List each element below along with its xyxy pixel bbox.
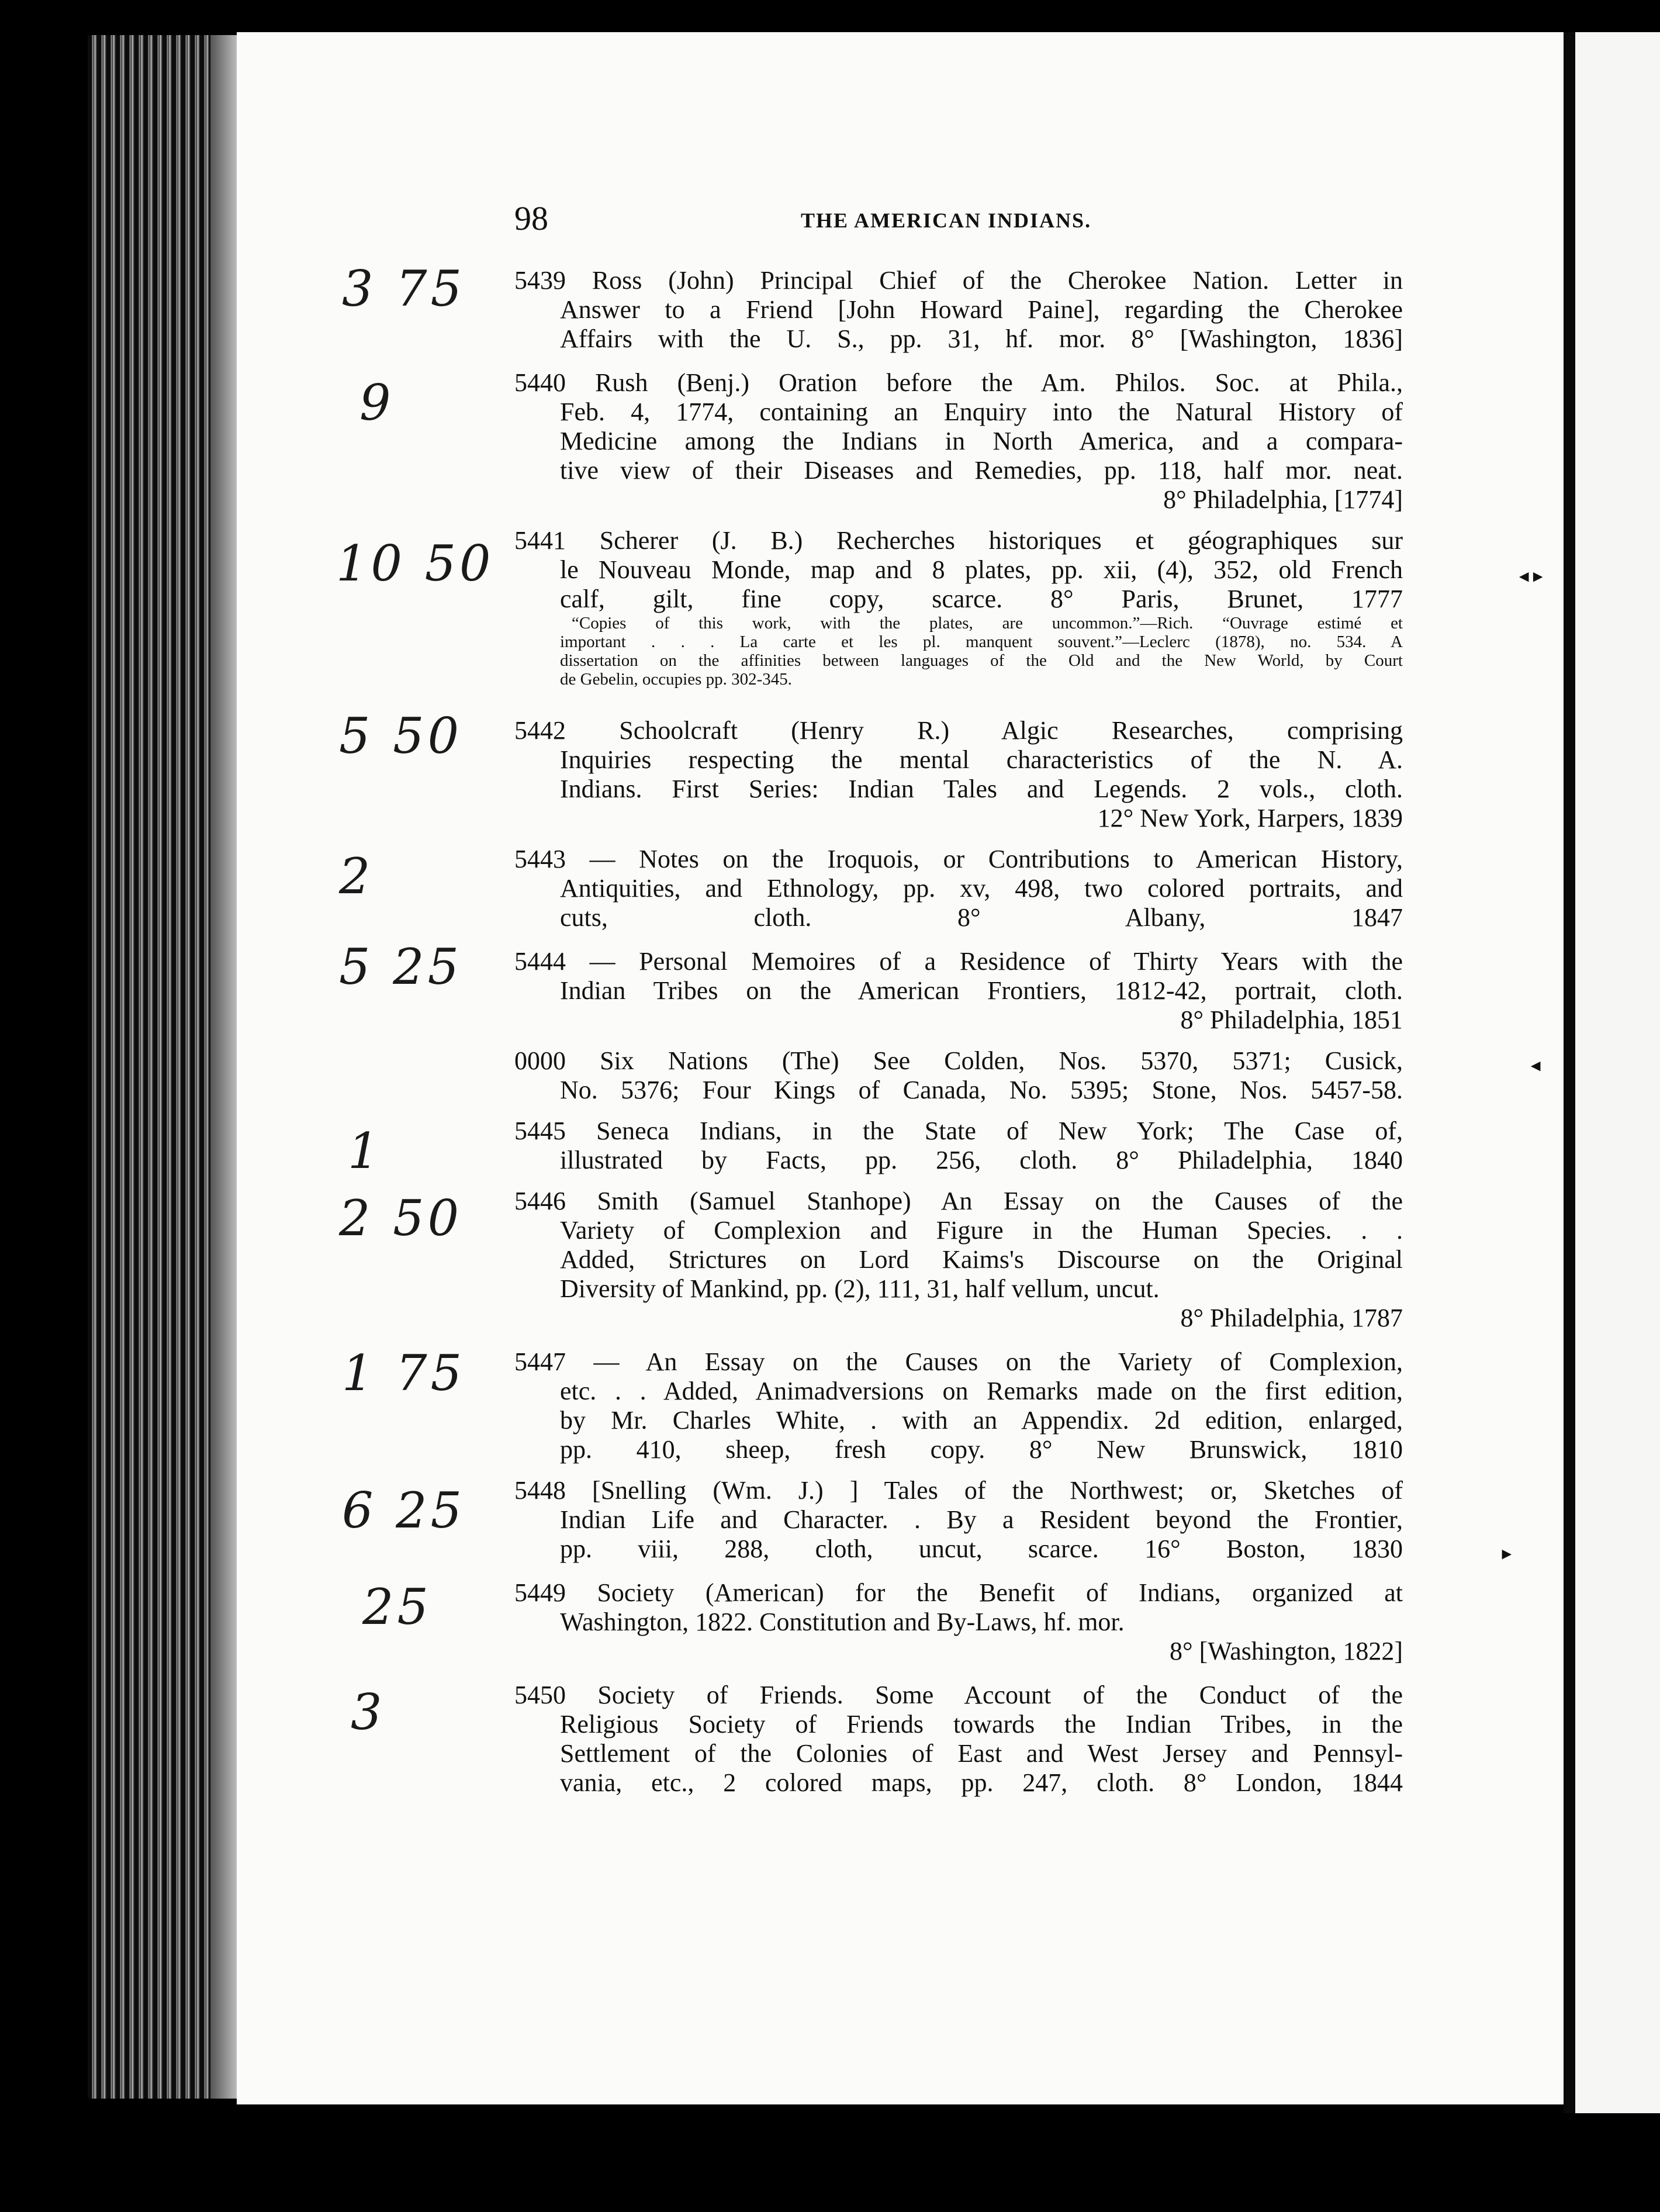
handwritten-price: 6 25 <box>342 1482 466 1539</box>
catalog-entry <box>514 1046 1403 1105</box>
entry-line: 5448 [Snelling (Wm. J.) ] Tales of the Northwest; or, Sketches of <box>514 1476 1403 1505</box>
entry-line: Washington, 1822. Constitution and By-Laws, hf. mor. <box>560 1608 1125 1636</box>
entry-line: 8° Philadelphia, [1774] <box>1163 485 1403 514</box>
handwritten-price: 3 <box>351 1684 386 1741</box>
entry-line: etc. . . Added, Animadversions on Remarks made on the first edition, <box>560 1377 1403 1405</box>
catalog-entry <box>514 1681 1403 1798</box>
catalog-entry <box>514 1347 1403 1464</box>
handwritten-price: 9 <box>359 374 395 431</box>
handwritten-price: 5 25 <box>339 938 463 996</box>
entry-line: le Nouveau Monde, map and 8 plates, pp. xii, (4), 352, old French <box>560 555 1403 584</box>
handwritten-price: 25 <box>362 1578 432 1636</box>
entry-line: by Mr. Charles White, . with an Appendix. 2d edition, enlarged, <box>560 1406 1403 1435</box>
entry-note: dissertation on the affinities between languages of the Old and the New World, by Court <box>560 651 1403 670</box>
catalog-entry <box>514 845 1403 932</box>
entry-line: Religious Society of Friends towards the Indian Tribes, in the <box>560 1710 1403 1739</box>
entry-line: calf, gilt, fine copy, scarce. 8° Paris, Brunet, 1777 <box>560 585 1403 613</box>
margin-mark: ◂ <box>1531 1056 1541 1075</box>
entry-line: 8° Philadelphia, 1851 <box>1180 1005 1403 1034</box>
catalog-entry <box>514 1117 1403 1175</box>
entry-line: Indian Life and Character. . By a Resident beyond the Frontier, <box>560 1505 1403 1534</box>
page-header <box>514 199 1163 240</box>
entry-line: No. 5376; Four Kings of Canada, No. 5395; Stone, Nos. 5457-58. <box>560 1076 1403 1104</box>
page-number: 98 <box>514 199 548 237</box>
entry-line: 5446 Smith (Samuel Stanhope) An Essay on the Causes of the <box>514 1187 1403 1215</box>
entry-line: Inquiries respecting the mental characteristics of the N. A. <box>560 745 1403 774</box>
catalog-entry <box>514 526 1403 689</box>
entry-line: Affairs with the U. S., pp. 31, hf. mor. 8° [Washington, 1836] <box>560 324 1403 353</box>
handwritten-price: 1 75 <box>342 1345 466 1402</box>
entry-line: 5441 Scherer (J. B.) Recherches historiques et géographiques sur <box>514 526 1403 555</box>
entry-line: 5444 — Personal Memoires of a Residence of Thirty Years with the <box>514 947 1403 976</box>
entry-line: Indian Tribes on the American Frontiers, 1812-42, portrait, cloth. <box>560 976 1403 1005</box>
entry-line: tive view of their Diseases and Remedies, pp. 118, half mor. neat. <box>560 456 1403 485</box>
entry-line: Variety of Complexion and Figure in the Human Species. . . <box>560 1216 1403 1245</box>
entry-line: Diversity of Mankind, pp. (2), 111, 31, half vellum, uncut. <box>560 1274 1160 1303</box>
handwritten-price: 3 75 <box>342 260 466 317</box>
running-title: THE AMERICAN INDIANS. <box>801 209 1092 232</box>
entry-line: 5445 Seneca Indians, in the State of New York; The Case of, <box>514 1117 1403 1145</box>
handwritten-price: 5 50 <box>339 707 463 765</box>
entry-line: 8° [Washington, 1822] <box>1169 1637 1403 1665</box>
entry-line: 0000 Six Nations (The) See Colden, Nos. 5370, 5371; Cusick, <box>514 1046 1403 1075</box>
entry-line: 5442 Schoolcraft (Henry R.) Algic Researches, comprising <box>514 716 1403 745</box>
margin-mark: ▸ <box>1502 1544 1512 1563</box>
catalog-entry <box>514 1187 1403 1333</box>
handwritten-price: 10 50 <box>336 535 494 592</box>
catalog-entry <box>514 266 1403 354</box>
entry-line: cuts, cloth. 8° Albany, 1847 <box>560 903 1403 932</box>
entry-line: 5440 Rush (Benj.) Oration before the Am. Philos. Soc. at Phila., <box>514 368 1403 397</box>
entry-line: vania, etc., 2 colored maps, pp. 247, cloth. 8° London, 1844 <box>560 1768 1403 1797</box>
entry-note: important . . . La carte et les pl. manquent souvent.”—Leclerc (1878), no. 534. A <box>560 633 1403 651</box>
entry-line: 5450 Society of Friends. Some Account of the Conduct of the <box>514 1681 1403 1709</box>
entry-line: 5439 Ross (John) Principal Chief of the Cherokee Nation. Letter in <box>514 266 1403 295</box>
entry-line: Indians. First Series: Indian Tales and Legends. 2 vols., cloth. <box>560 775 1403 803</box>
catalog-entry <box>514 716 1403 833</box>
catalog-entry <box>514 947 1403 1035</box>
catalog-entry <box>514 1578 1403 1666</box>
entry-line: 12° New York, Harpers, 1839 <box>1097 804 1403 832</box>
handwritten-price: 2 50 <box>339 1190 463 1247</box>
entry-line: 5447 — An Essay on the Causes on the Variety of Complexion, <box>514 1347 1403 1376</box>
handwritten-price: 2 <box>339 848 374 905</box>
entry-note: de Gebelin, occupies pp. 302-345. <box>560 670 793 689</box>
entry-line: pp. 410, sheep, fresh copy. 8° New Brunswick, 1810 <box>560 1435 1403 1464</box>
margin-mark: ◂ ▸ <box>1520 566 1543 586</box>
entry-note: “Copies of this work, with the plates, are uncommon.”—Rich. “Ouvrage estimé et <box>572 614 1403 633</box>
entry-line: 8° Philadelphia, 1787 <box>1180 1304 1403 1332</box>
entry-line: Feb. 4, 1774, containing an Enquiry into the Natural History of <box>560 398 1403 426</box>
entry-line: Antiquities, and Ethnology, pp. xv, 498, two colored portraits, and <box>560 874 1403 903</box>
catalog-entry <box>514 368 1403 514</box>
facing-page <box>1575 32 1660 2113</box>
entry-line: Added, Strictures on Lord Kaims's Discourse on the Original <box>560 1245 1403 1274</box>
entry-line: 5449 Society (American) for the Benefit of Indians, organized at <box>514 1578 1403 1607</box>
handwritten-price: 1 <box>348 1122 383 1180</box>
entry-line: illustrated by Facts, pp. 256, cloth. 8° Philadelphia, 1840 <box>560 1146 1403 1174</box>
page-gutter <box>1564 32 1575 2113</box>
entry-line: Medicine among the Indians in North America, and a compara- <box>560 427 1403 455</box>
entry-line: Answer to a Friend [John Howard Paine], regarding the Cherokee <box>560 295 1403 324</box>
entry-line: pp. viii, 288, cloth, uncut, scarce. 16° Boston, 1830 <box>560 1534 1403 1563</box>
catalog-entry <box>514 1476 1403 1564</box>
entry-line: Settlement of the Colonies of East and West Jersey and Pennsyl- <box>560 1739 1403 1768</box>
entry-line: 5443 — Notes on the Iroquois, or Contributions to American History, <box>514 845 1403 873</box>
